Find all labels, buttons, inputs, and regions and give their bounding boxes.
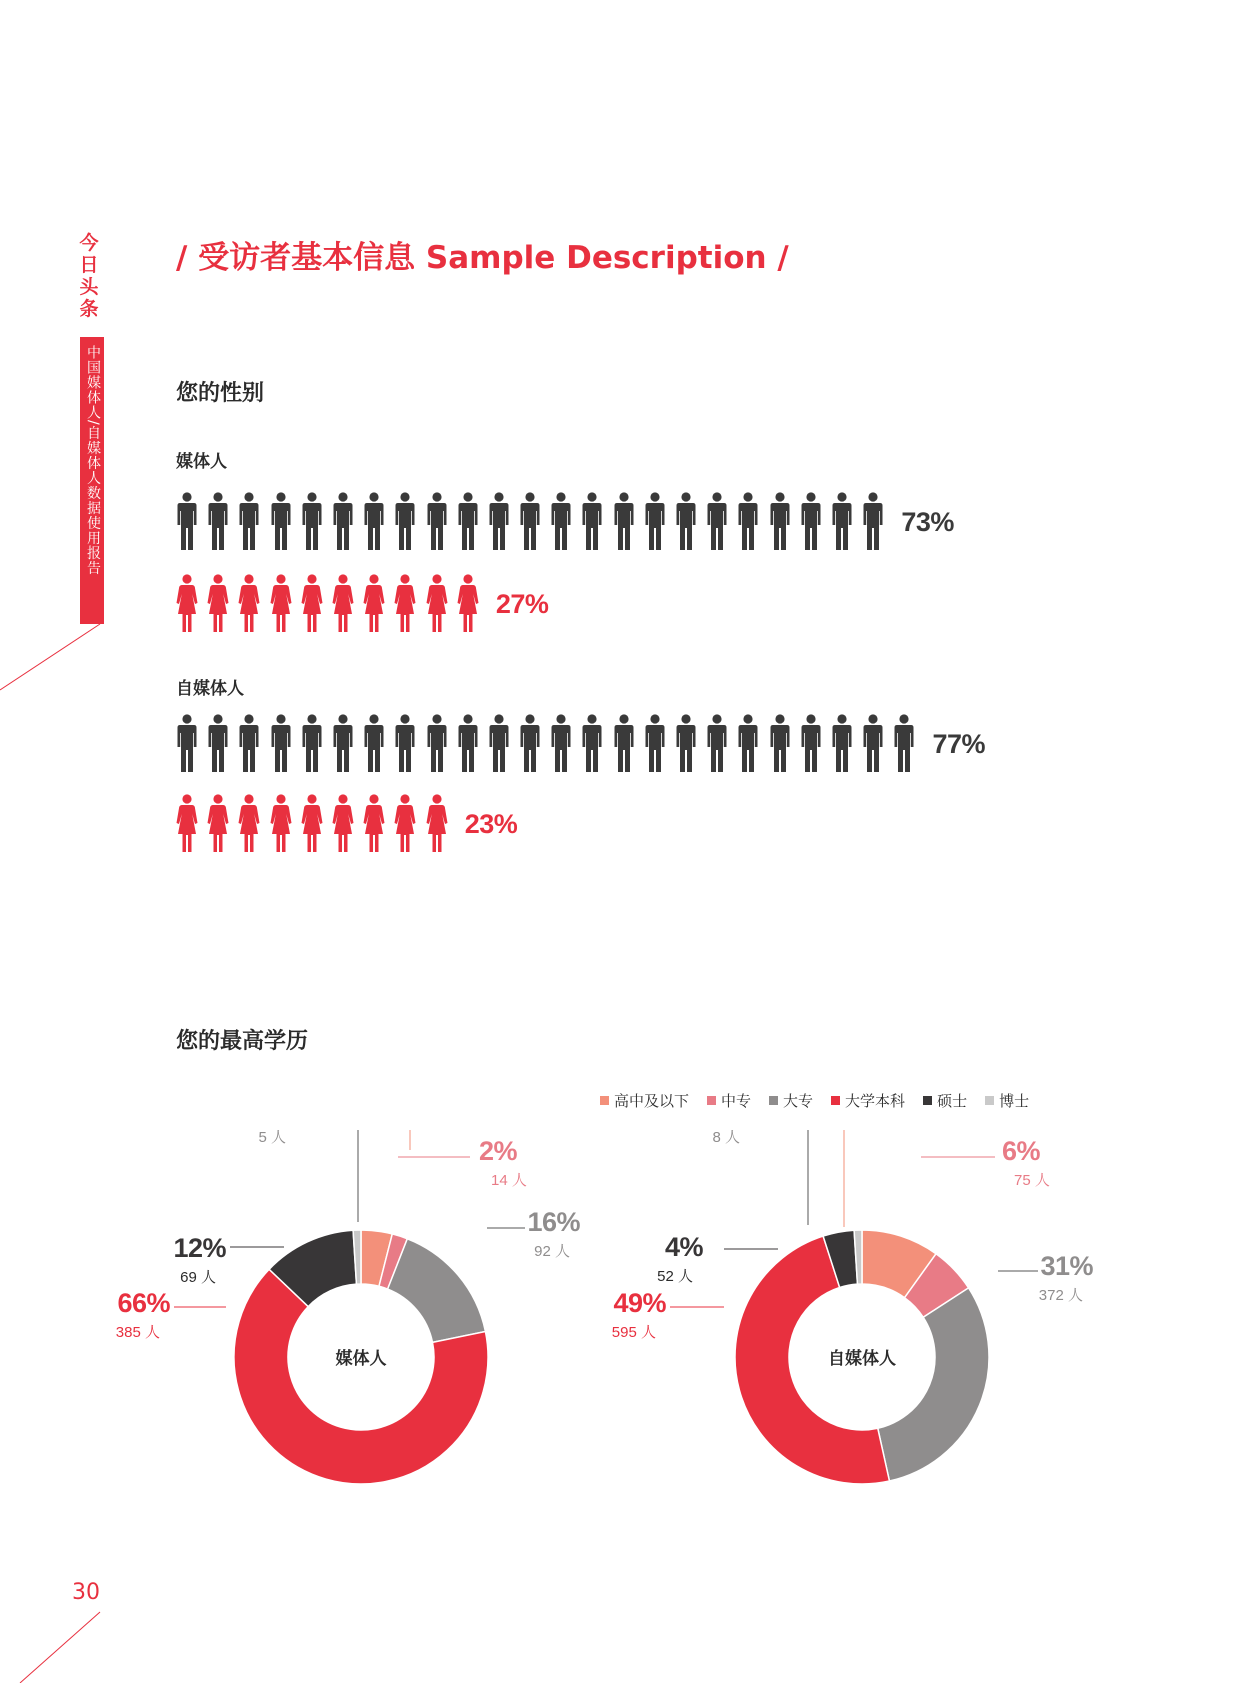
male-person-icon	[519, 492, 541, 552]
male-person-icon	[613, 492, 635, 552]
slice-pct-label: 31%	[1040, 1251, 1093, 1281]
male-person-icon	[238, 492, 260, 552]
male-person-icon	[332, 492, 354, 552]
male-person-icon	[394, 714, 416, 774]
slice-pct-label: 4%	[664, 1232, 703, 1262]
female-pct-self-media: 23%	[464, 809, 518, 839]
legend-label: 高中及以下	[614, 1092, 690, 1110]
female-person-icon	[301, 574, 323, 634]
slice-pct-label: 16%	[527, 1207, 580, 1237]
legend-item-highschool	[600, 1090, 689, 1111]
female-pct-media: 27%	[495, 589, 549, 619]
report-title: 中国媒体人/自媒体人数据使用报告	[85, 345, 101, 576]
legend-item-master	[923, 1090, 967, 1111]
male-person-icon	[519, 714, 541, 774]
donut-center-label: 媒体人	[335, 1349, 387, 1368]
male-person-icon	[550, 492, 572, 552]
female-icons-self-media	[176, 794, 457, 854]
page-number: 30	[72, 1580, 100, 1605]
page-title: / 受访者基本信息 Sample Description /	[176, 240, 789, 276]
legend-swatch-secondary	[707, 1096, 716, 1105]
legend-item-bachelor	[831, 1090, 905, 1111]
leader-line	[383, 1130, 410, 1150]
legend-swatch-college	[769, 1096, 778, 1105]
male-person-icon	[675, 492, 697, 552]
female-icon-row-media	[176, 572, 548, 634]
male-person-icon	[550, 714, 572, 774]
slice-count-label: 385 人	[115, 1324, 160, 1341]
gender-group-label-media: 媒体人	[176, 452, 227, 472]
donut-center-label: 自媒体人	[828, 1349, 896, 1368]
legend-swatch-master	[923, 1096, 932, 1105]
female-person-icon	[332, 574, 354, 634]
legend-item-college	[769, 1090, 813, 1111]
legend-item-secondary	[707, 1090, 751, 1111]
male-icons-self-media	[176, 714, 925, 774]
male-person-icon	[737, 714, 759, 774]
leader-line	[304, 1130, 358, 1222]
male-person-icon	[207, 714, 229, 774]
male-person-icon	[363, 714, 385, 774]
male-person-icon	[457, 492, 479, 552]
male-person-icon	[301, 714, 323, 774]
education-section-title: 您的最高学历	[176, 1029, 309, 1054]
male-person-icon	[769, 714, 791, 774]
female-person-icon	[238, 574, 260, 634]
slice-count-label: 92 人	[534, 1243, 570, 1260]
donut-slice	[388, 1239, 486, 1343]
female-person-icon	[363, 794, 385, 854]
male-person-icon	[363, 492, 385, 552]
male-person-icon	[426, 714, 448, 774]
male-person-icon	[270, 492, 292, 552]
female-person-icon	[301, 794, 323, 854]
male-person-icon	[488, 492, 510, 552]
male-icons-media	[176, 492, 893, 552]
female-person-icon	[207, 794, 229, 854]
legend-label: 博士	[999, 1092, 1030, 1110]
slice-count-label: 52 人	[657, 1268, 693, 1285]
male-pct-self-media: 77%	[932, 729, 986, 759]
slice-count-label: 5 人	[258, 1130, 286, 1146]
male-person-icon	[613, 714, 635, 774]
legend-label: 硕士	[937, 1092, 968, 1110]
male-person-icon	[176, 492, 198, 552]
slice-count-label: 372 人	[1038, 1287, 1083, 1304]
legend-label: 大专	[783, 1092, 814, 1110]
male-person-icon	[581, 492, 603, 552]
male-icon-row-self-media	[176, 712, 985, 774]
slice-pct-label: 6%	[1002, 1136, 1041, 1166]
donut-slice	[878, 1288, 989, 1481]
slice-pct-label: 49%	[613, 1288, 666, 1318]
legend-label: 大学本科	[845, 1092, 906, 1110]
female-person-icon	[363, 574, 385, 634]
slice-pct-label: 2%	[479, 1136, 518, 1166]
report-title-flag	[80, 337, 104, 624]
male-person-icon	[831, 492, 853, 552]
female-icons-media	[176, 574, 488, 634]
legend-item-doctor	[985, 1090, 1029, 1111]
legend-swatch-doctor	[985, 1096, 994, 1105]
male-person-icon	[800, 714, 822, 774]
male-person-icon	[769, 492, 791, 552]
female-person-icon	[394, 794, 416, 854]
slice-count-label: 595 人	[611, 1324, 656, 1341]
male-person-icon	[893, 714, 915, 774]
male-person-icon	[457, 714, 479, 774]
female-person-icon	[238, 794, 260, 854]
female-person-icon	[457, 574, 479, 634]
female-person-icon	[207, 574, 229, 634]
male-person-icon	[706, 714, 728, 774]
male-person-icon	[426, 492, 448, 552]
female-person-icon	[270, 794, 292, 854]
male-person-icon	[644, 492, 666, 552]
male-person-icon	[176, 714, 198, 774]
gender-group-label-self-media: 自媒体人	[176, 679, 244, 699]
male-person-icon	[270, 714, 292, 774]
female-person-icon	[270, 574, 292, 634]
legend-label: 中专	[721, 1092, 752, 1110]
male-person-icon	[332, 714, 354, 774]
male-person-icon	[207, 492, 229, 552]
slice-count-label: 14 人	[491, 1172, 527, 1189]
male-person-icon	[862, 714, 884, 774]
gender-section-title: 您的性别	[176, 381, 265, 406]
slice-count-label: 69 人	[180, 1269, 216, 1286]
male-person-icon	[706, 492, 728, 552]
male-person-icon	[862, 492, 884, 552]
slice-pct-label: 66%	[117, 1288, 170, 1318]
female-person-icon	[426, 794, 448, 854]
female-person-icon	[176, 574, 198, 634]
male-person-icon	[737, 492, 759, 552]
male-person-icon	[581, 714, 603, 774]
slice-pct-label: 12%	[173, 1233, 226, 1263]
female-person-icon	[394, 574, 416, 634]
slice-count-label: 8 人	[712, 1130, 740, 1146]
female-person-icon	[332, 794, 354, 854]
leader-line	[760, 1130, 808, 1225]
legend-swatch-bachelor	[831, 1096, 840, 1105]
male-icon-row-media	[176, 490, 954, 552]
male-person-icon	[831, 714, 853, 774]
male-person-icon	[488, 714, 510, 774]
legend-swatch-highschool	[600, 1096, 609, 1105]
male-person-icon	[644, 714, 666, 774]
male-person-icon	[675, 714, 697, 774]
slice-count-label: 75 人	[1014, 1172, 1050, 1189]
education-legend	[600, 1090, 1047, 1111]
female-icon-row-self-media	[176, 792, 517, 854]
education-donut-charts	[0, 1130, 1240, 1630]
leader-line	[844, 1130, 877, 1227]
male-person-icon	[301, 492, 323, 552]
female-person-icon	[176, 794, 198, 854]
brand-name: 今日头条	[79, 232, 99, 320]
male-person-icon	[394, 492, 416, 552]
male-person-icon	[800, 492, 822, 552]
male-person-icon	[238, 714, 260, 774]
male-pct-media: 73%	[901, 507, 954, 537]
female-person-icon	[426, 574, 448, 634]
